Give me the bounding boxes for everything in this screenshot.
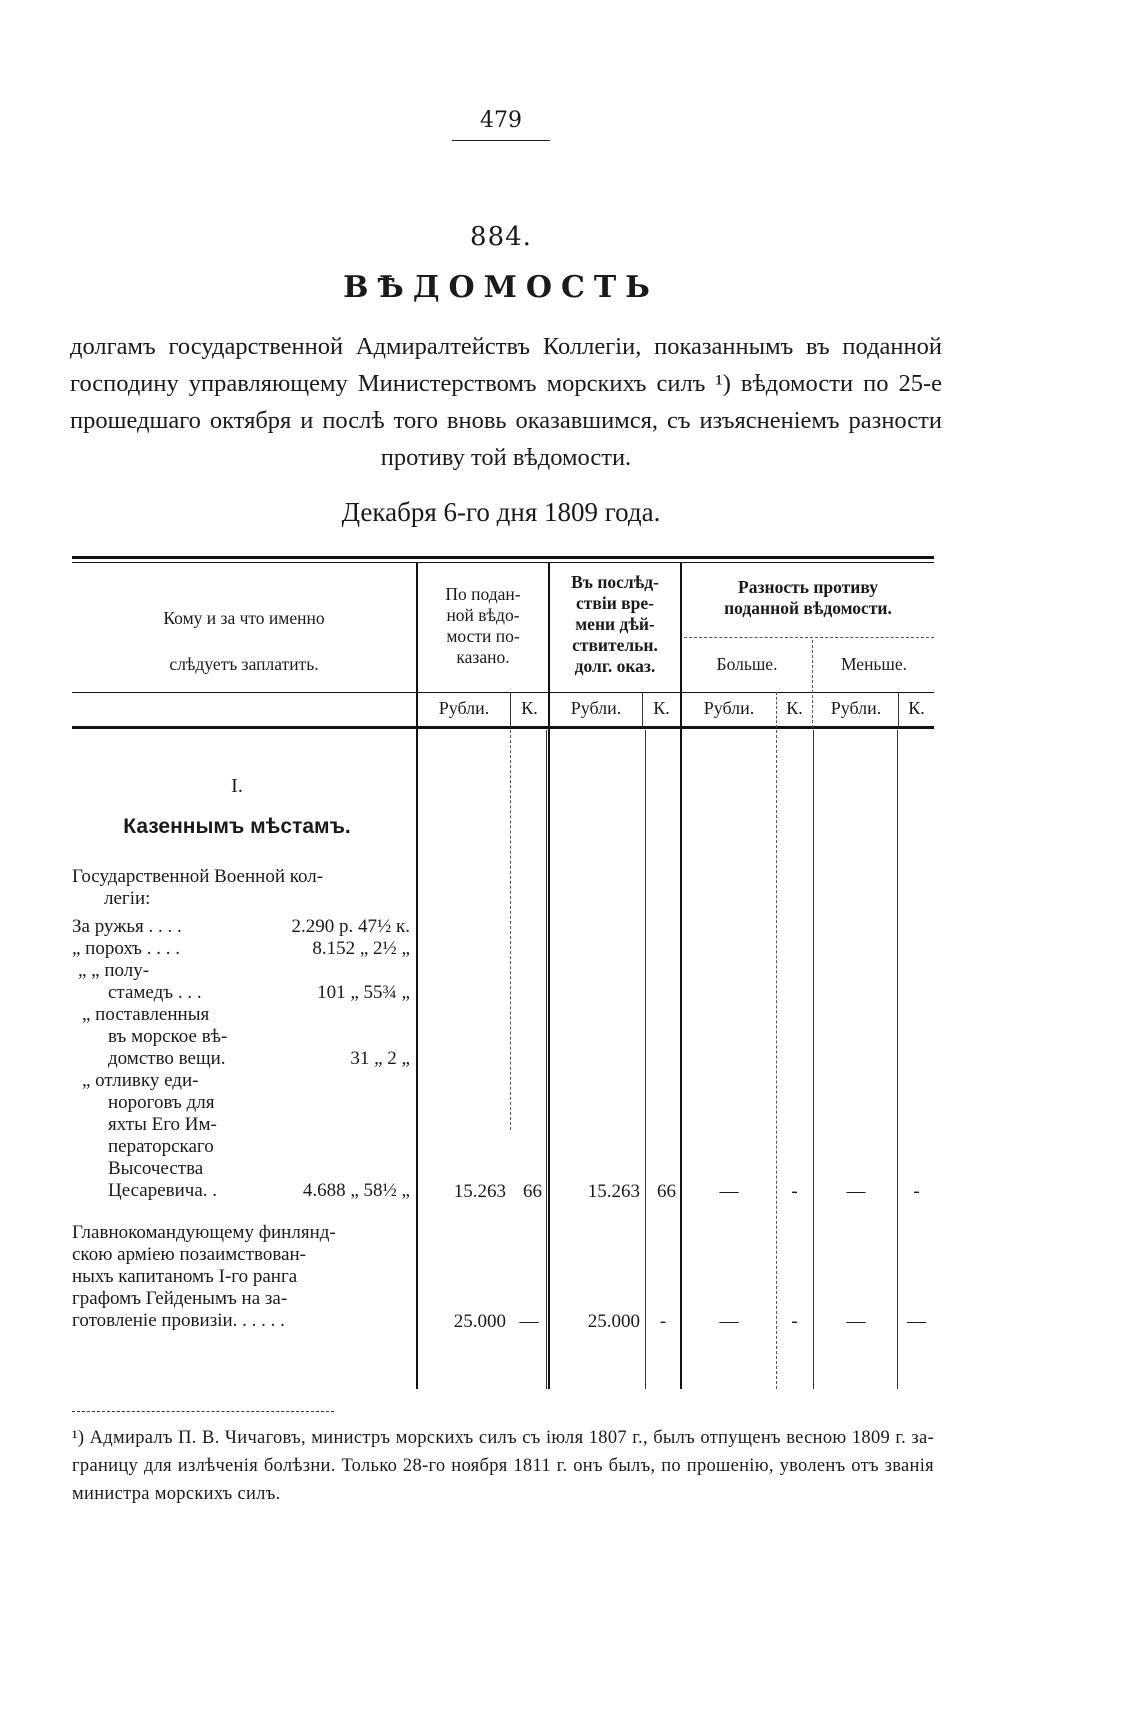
header-less: Меньше. — [840, 654, 908, 674]
item-amount: 8.152 „ 2½ „ — [312, 938, 410, 959]
section-number: I. — [231, 775, 243, 797]
section-title: Казеннымъ мѣстамъ. — [123, 815, 351, 838]
item-text: нороговъ для — [108, 1092, 215, 1113]
less-kop-divider — [897, 730, 898, 1389]
document-date: Декабря 6-го дня 1809 года. — [341, 497, 661, 527]
header-difference — [682, 577, 934, 619]
kop-divider-1b — [546, 730, 547, 1389]
header-actual-l3: мени дѣй- — [575, 614, 655, 634]
entry1-actual-rub: 15.263 — [587, 1181, 640, 1202]
entry2-line: Главнокомандующему финлянд- — [72, 1222, 336, 1243]
page-number-rule — [452, 140, 550, 141]
item-amount: 101 „ 55¾ „ — [317, 982, 410, 1003]
table-top-rule — [72, 556, 934, 559]
item-text: „ порохъ . . . . — [72, 938, 180, 959]
col-divider-2 — [548, 562, 550, 1389]
more-less-divider — [813, 730, 814, 1389]
item-text: стамедъ . . . — [108, 982, 202, 1003]
document-intro: долгамъ государственной Адмиралтействъ Коллегіи, показаннымъ въ поданной господину управляющему Министерствомъ морскихъ силъ ¹) вѣдомости по 25-е прошедшаго октября и послѣ того вновь оказавшимся, съ изъясненіемъ разности противу той вѣдомости. — [70, 333, 942, 471]
header-diff-l2: поданной вѣдомости. — [724, 598, 892, 618]
header-reported-l1: По подан- — [445, 584, 521, 604]
col-divider-3 — [680, 562, 682, 1389]
unit-kop-4: К. — [908, 698, 925, 718]
unit-rub-1: Рубли. — [438, 698, 490, 718]
entry1-reported-kop: 66 — [523, 1181, 542, 1202]
footnote: ¹) Адмиралъ П. В. Чичаговъ, министръ морскихъ силъ съ іюля 1807 г., былъ отпущенъ весною 1809 г. за-границу для излѣченія болѣзни. Только 28-го ноября 1811 г. онъ былъ, по прошенію, уволенъ отъ званія министра морскихъ силъ. — [72, 1428, 934, 1504]
entry2-less-kop: — — [907, 1311, 926, 1332]
table-header-bottom-rule — [72, 726, 934, 729]
item-text: „ отливку еди- — [82, 1070, 199, 1091]
header-actual — [550, 572, 680, 677]
document-number: 884. — [470, 222, 532, 252]
entry1-less-kop: - — [913, 1181, 920, 1202]
item-text: Цесаревича. . — [108, 1180, 218, 1201]
entry2-line: ныхъ капитаномъ I-го ранга — [72, 1266, 298, 1287]
entry1-reported-rub: 15.263 — [453, 1181, 506, 1202]
item-text: ператорскаго — [108, 1136, 214, 1157]
entry1-more-kop: - — [791, 1181, 798, 1202]
header-diff-l1: Разность противу — [738, 577, 878, 597]
kop-divider-1 — [510, 730, 511, 1130]
entry2-actual-kop: - — [659, 1311, 667, 1332]
header-reported-l4: казано. — [456, 647, 510, 667]
header-reported-l2: ной вѣдо- — [446, 605, 520, 625]
unit-rub-4: Рубли. — [830, 698, 882, 718]
header-reported — [418, 584, 548, 668]
item-text: яхты Его Им- — [108, 1114, 217, 1135]
kop-divider-2 — [645, 730, 646, 1389]
header-actual-l1: Въ послѣд- — [571, 572, 659, 592]
header-actual-l4: ствительн. — [572, 635, 658, 655]
entry2-reported-kop: — — [519, 1311, 539, 1332]
item-text: За ружья . . . . — [72, 916, 182, 937]
entry2-less-rub: — — [846, 1311, 866, 1332]
header-reported-l3: мости по- — [446, 626, 520, 646]
header-actual-l2: ствіи вре- — [576, 593, 654, 613]
item-amount: 31 „ 2 „ — [350, 1048, 410, 1069]
document-title: ВѢДОМОСТЬ — [343, 270, 659, 305]
more-less-divider-head — [812, 640, 813, 728]
header-who-line1: Кому и за что именно — [163, 608, 325, 628]
table-top-rule-thin — [72, 562, 934, 563]
entry2-line: готовленіе провизіи. . . . . . — [72, 1310, 285, 1331]
unit-kop-1: К. — [521, 698, 538, 718]
table-units-rule — [72, 692, 934, 693]
footnote-rule — [72, 1411, 334, 1412]
entry2-line: скою арміею позаимствован- — [72, 1244, 306, 1265]
item-amount: 4.688 „ 58½ „ — [302, 1180, 410, 1201]
header-who-line2: слѣдуетъ заплатить. — [169, 654, 319, 674]
entry1-heading-l2: легіи: — [104, 888, 151, 909]
item-amount: 2.290 р. 47½ к. — [291, 916, 410, 937]
entry1-less-rub: — — [846, 1181, 866, 1202]
diff-subheader-rule — [684, 637, 934, 638]
entry1-more-rub: — — [719, 1181, 739, 1202]
item-text: Высочества — [108, 1158, 204, 1179]
header-more: Больше. — [716, 654, 778, 674]
entry2-more-rub: — — [719, 1311, 739, 1332]
unit-rub-3: Рубли. — [703, 698, 755, 718]
entry1-heading-l1: Государственной Военной кол- — [72, 866, 324, 887]
entry2-reported-rub: 25.000 — [453, 1311, 506, 1332]
entry2-more-kop: - — [791, 1311, 798, 1332]
item-text: „ „ полу- — [78, 960, 150, 981]
header-actual-l5: долг. оказ. — [574, 656, 656, 676]
entry2-actual-rub: 25.000 — [587, 1311, 640, 1332]
unit-rub-2: Рубли. — [570, 698, 622, 718]
entry2-line: графомъ Гейденымъ на за- — [72, 1288, 288, 1309]
item-text: въ морское вѣ- — [108, 1026, 228, 1047]
item-text: домство вещи. — [108, 1048, 226, 1069]
more-kop-divider — [776, 730, 777, 1389]
unit-kop-2: К. — [653, 698, 670, 718]
unit-kop-3: К. — [786, 698, 803, 718]
item-text: „ поставленныя — [82, 1004, 210, 1025]
page-number: 479 — [480, 108, 522, 133]
entry1-actual-kop: 66 — [657, 1181, 676, 1202]
